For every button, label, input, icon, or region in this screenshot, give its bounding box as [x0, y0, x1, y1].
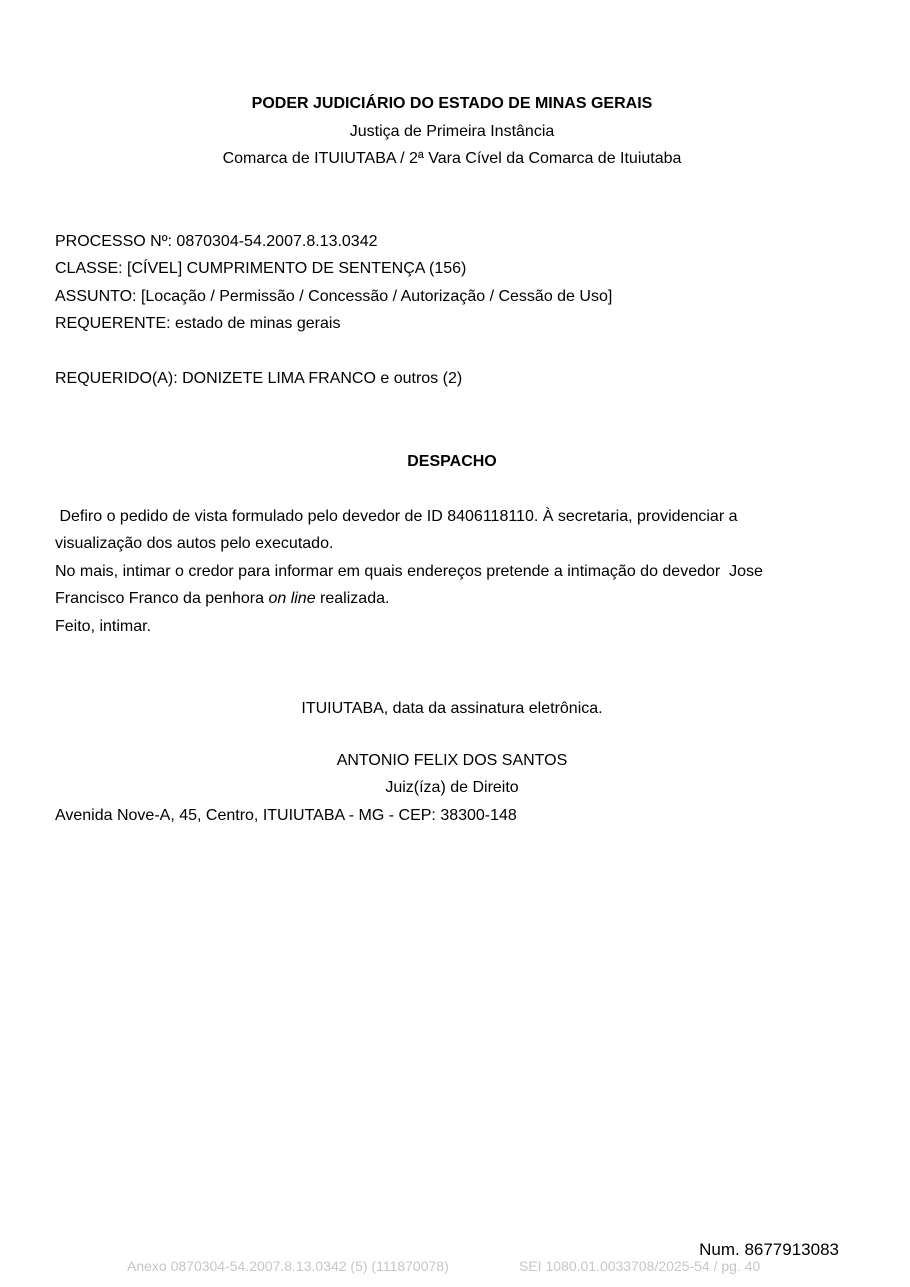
document-title: DESPACHO	[407, 453, 497, 470]
case-class: CLASSE: [CÍVEL] CUMPRIMENTO DE SENTENÇA (156)	[55, 260, 467, 277]
judge-title: Juiz(íza) de Direito	[385, 779, 519, 796]
judge-name: ANTONIO FELIX DOS SANTOS	[336, 752, 568, 769]
paragraph-1-line-2: visualização dos autos pelo executado.	[55, 535, 334, 552]
court-instance: Justiça de Primeira Instância	[349, 123, 555, 140]
court-district: Comarca de ITUIUTABA / 2ª Vara Cível da Comarca de Ituiutaba	[222, 150, 682, 167]
case-subject: ASSUNTO: [Locação / Permissão / Concessão / Autorização / Cessão de Uso]	[55, 288, 613, 305]
paragraph-2-line-1: No mais, intimar o credor para informar em quais endereços pretende a intimação do devedor Jose	[55, 563, 763, 580]
paragraph-1-line-1: Defiro o pedido de vista formulado pelo devedor de ID 8406118110. À secretaria, providenciar a	[55, 508, 738, 525]
document-number: Num. 8677913083	[699, 1240, 839, 1259]
case-respondent: REQUERIDO(A): DONIZETE LIMA FRANCO e outros (2)	[55, 370, 463, 387]
court-name: PODER JUDICIÁRIO DO ESTADO DE MINAS GERAIS	[251, 95, 653, 112]
place-date: ITUIUTABA, data da assinatura eletrônica.	[301, 700, 603, 717]
annex-reference: Anexo 0870304-54.2007.8.13.0342 (5) (111870078)	[127, 1258, 449, 1274]
paragraph-2-text-before: Francisco Franco da penhora	[55, 590, 269, 607]
sei-reference: SEI 1080.01.0033708/2025-54 / pg. 40	[519, 1258, 761, 1274]
paragraph-2-text-after: realizada.	[315, 590, 390, 607]
case-requester: REQUERENTE: estado de minas gerais	[55, 315, 341, 332]
paragraph-3: Feito, intimar.	[55, 618, 152, 635]
paragraph-2-text-italic: on line	[268, 590, 316, 607]
paragraph-2-line-2	[55, 589, 389, 609]
case-number: PROCESSO Nº: 0870304-54.2007.8.13.0342	[55, 233, 378, 250]
court-address: Avenida Nove-A, 45, Centro, ITUIUTABA - MG - CEP: 38300-148	[55, 807, 517, 824]
